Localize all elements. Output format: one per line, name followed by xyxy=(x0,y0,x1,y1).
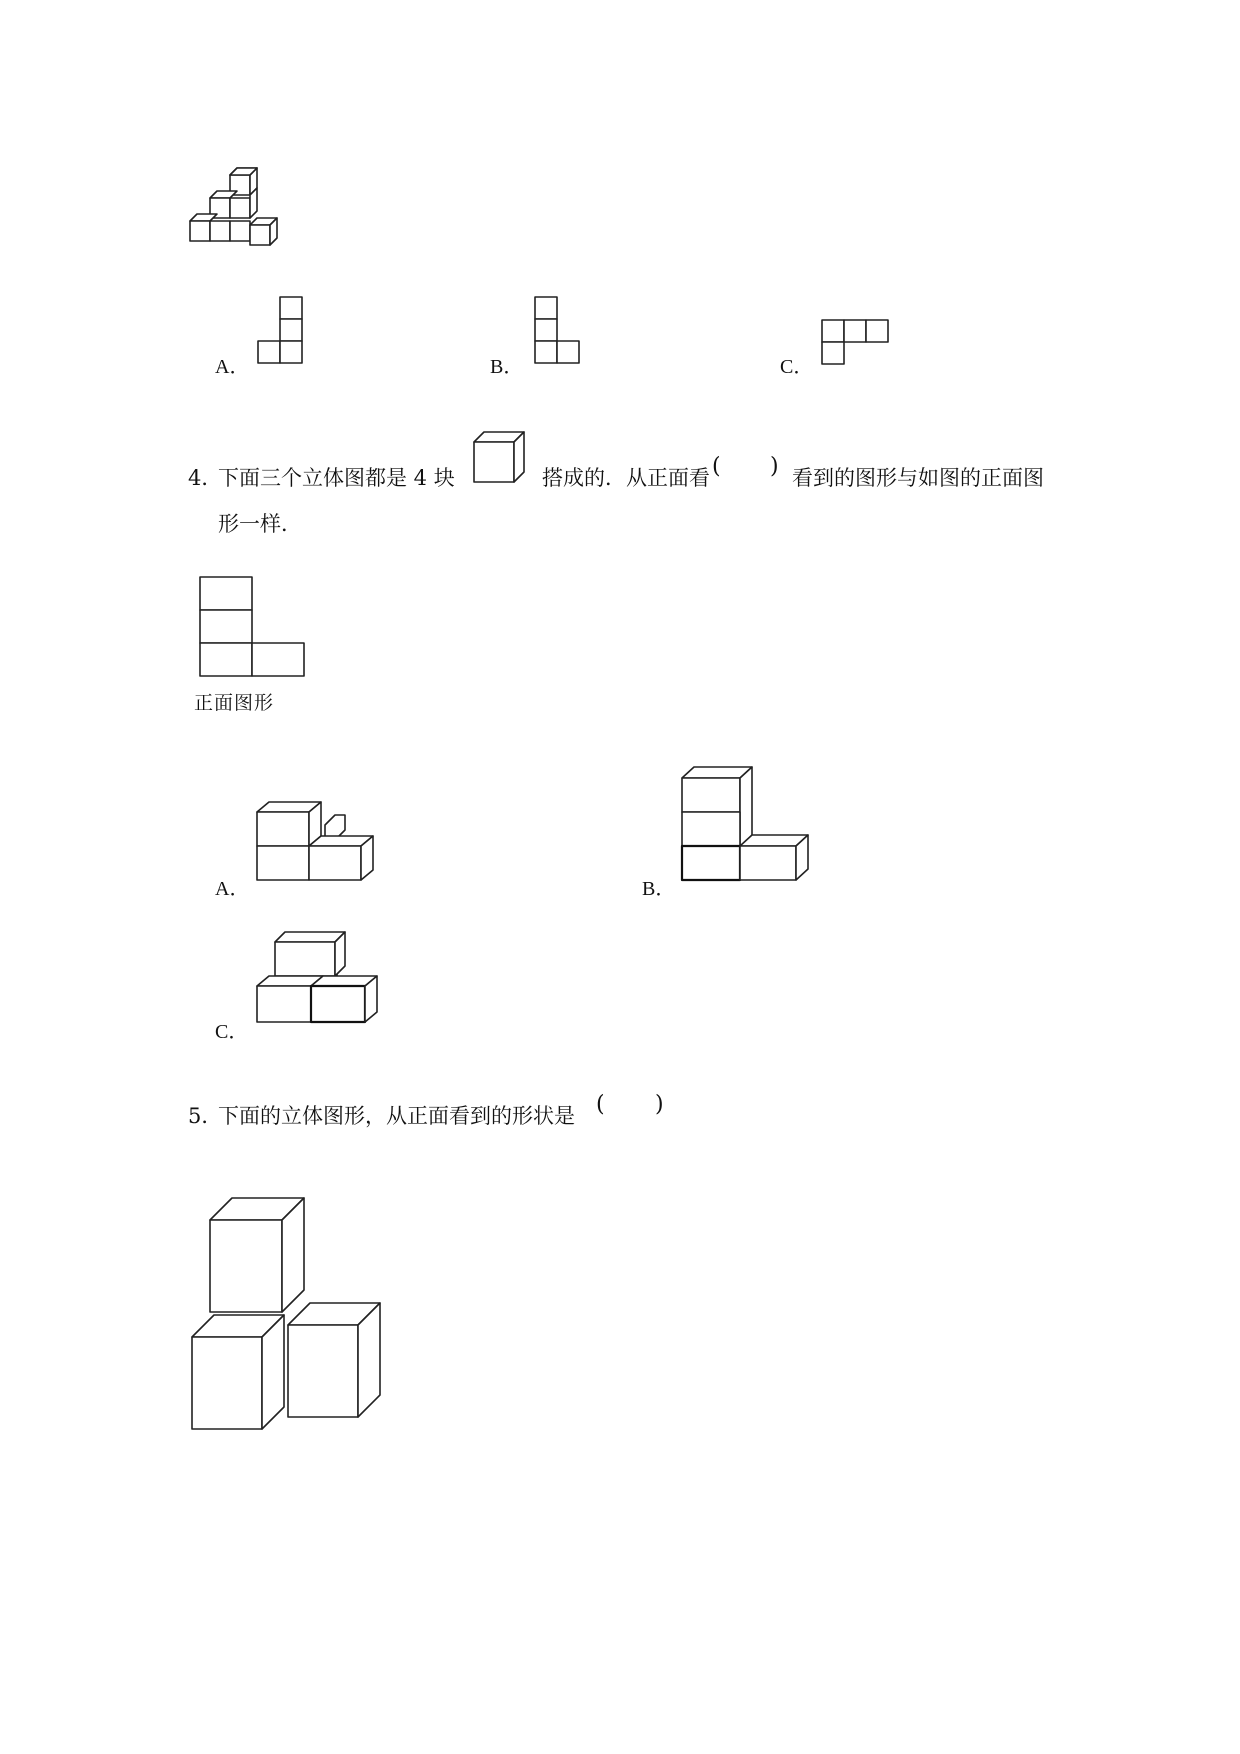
q4-text-line2: 形一样． xyxy=(218,512,302,536)
q3-option-c-label[interactable]: C． xyxy=(780,356,814,378)
single-cube-icon xyxy=(472,430,532,490)
q4-front-view-caption: 正面图形 xyxy=(194,692,275,714)
q4-number: 4． xyxy=(188,466,223,490)
q4-option-b-label[interactable]: B． xyxy=(642,878,676,900)
q3-cube-stack-figure xyxy=(185,160,285,260)
q4-option-a-label[interactable]: A． xyxy=(215,878,250,900)
q5-text: 下面的立体图形，从正面看到的形状是 xyxy=(218,1104,575,1128)
q5-answer-paren-open[interactable]: ( xyxy=(596,1092,605,1117)
q3-option-c-figure[interactable] xyxy=(822,320,897,370)
q4-text-part2: 搭成的．从正面看 xyxy=(542,466,710,490)
q4-answer-paren-close[interactable]: ) xyxy=(770,454,779,479)
q4-text-part1: 下面三个立体图都是 4 块 xyxy=(218,466,455,490)
q5-answer-paren-close[interactable]: ) xyxy=(655,1092,664,1117)
q4-option-b-figure[interactable] xyxy=(680,765,820,895)
q5-cube-stack-figure xyxy=(188,1195,388,1445)
q4-option-c-label[interactable]: C． xyxy=(215,1021,249,1043)
q3-option-a-figure[interactable] xyxy=(258,295,308,370)
q3-option-b-label[interactable]: B． xyxy=(490,356,524,378)
q5-number: 5． xyxy=(188,1104,223,1128)
q3-option-b-figure[interactable] xyxy=(535,295,585,370)
q4-option-a-figure[interactable] xyxy=(255,800,395,895)
q4-front-view-figure xyxy=(198,575,308,680)
q4-text-part3: 看到的图形与如图的正面图 xyxy=(792,466,1044,490)
q4-option-c-figure[interactable] xyxy=(255,930,395,1030)
q3-option-a-label[interactable]: A． xyxy=(215,356,250,378)
q4-answer-paren-open[interactable]: ( xyxy=(712,454,721,479)
